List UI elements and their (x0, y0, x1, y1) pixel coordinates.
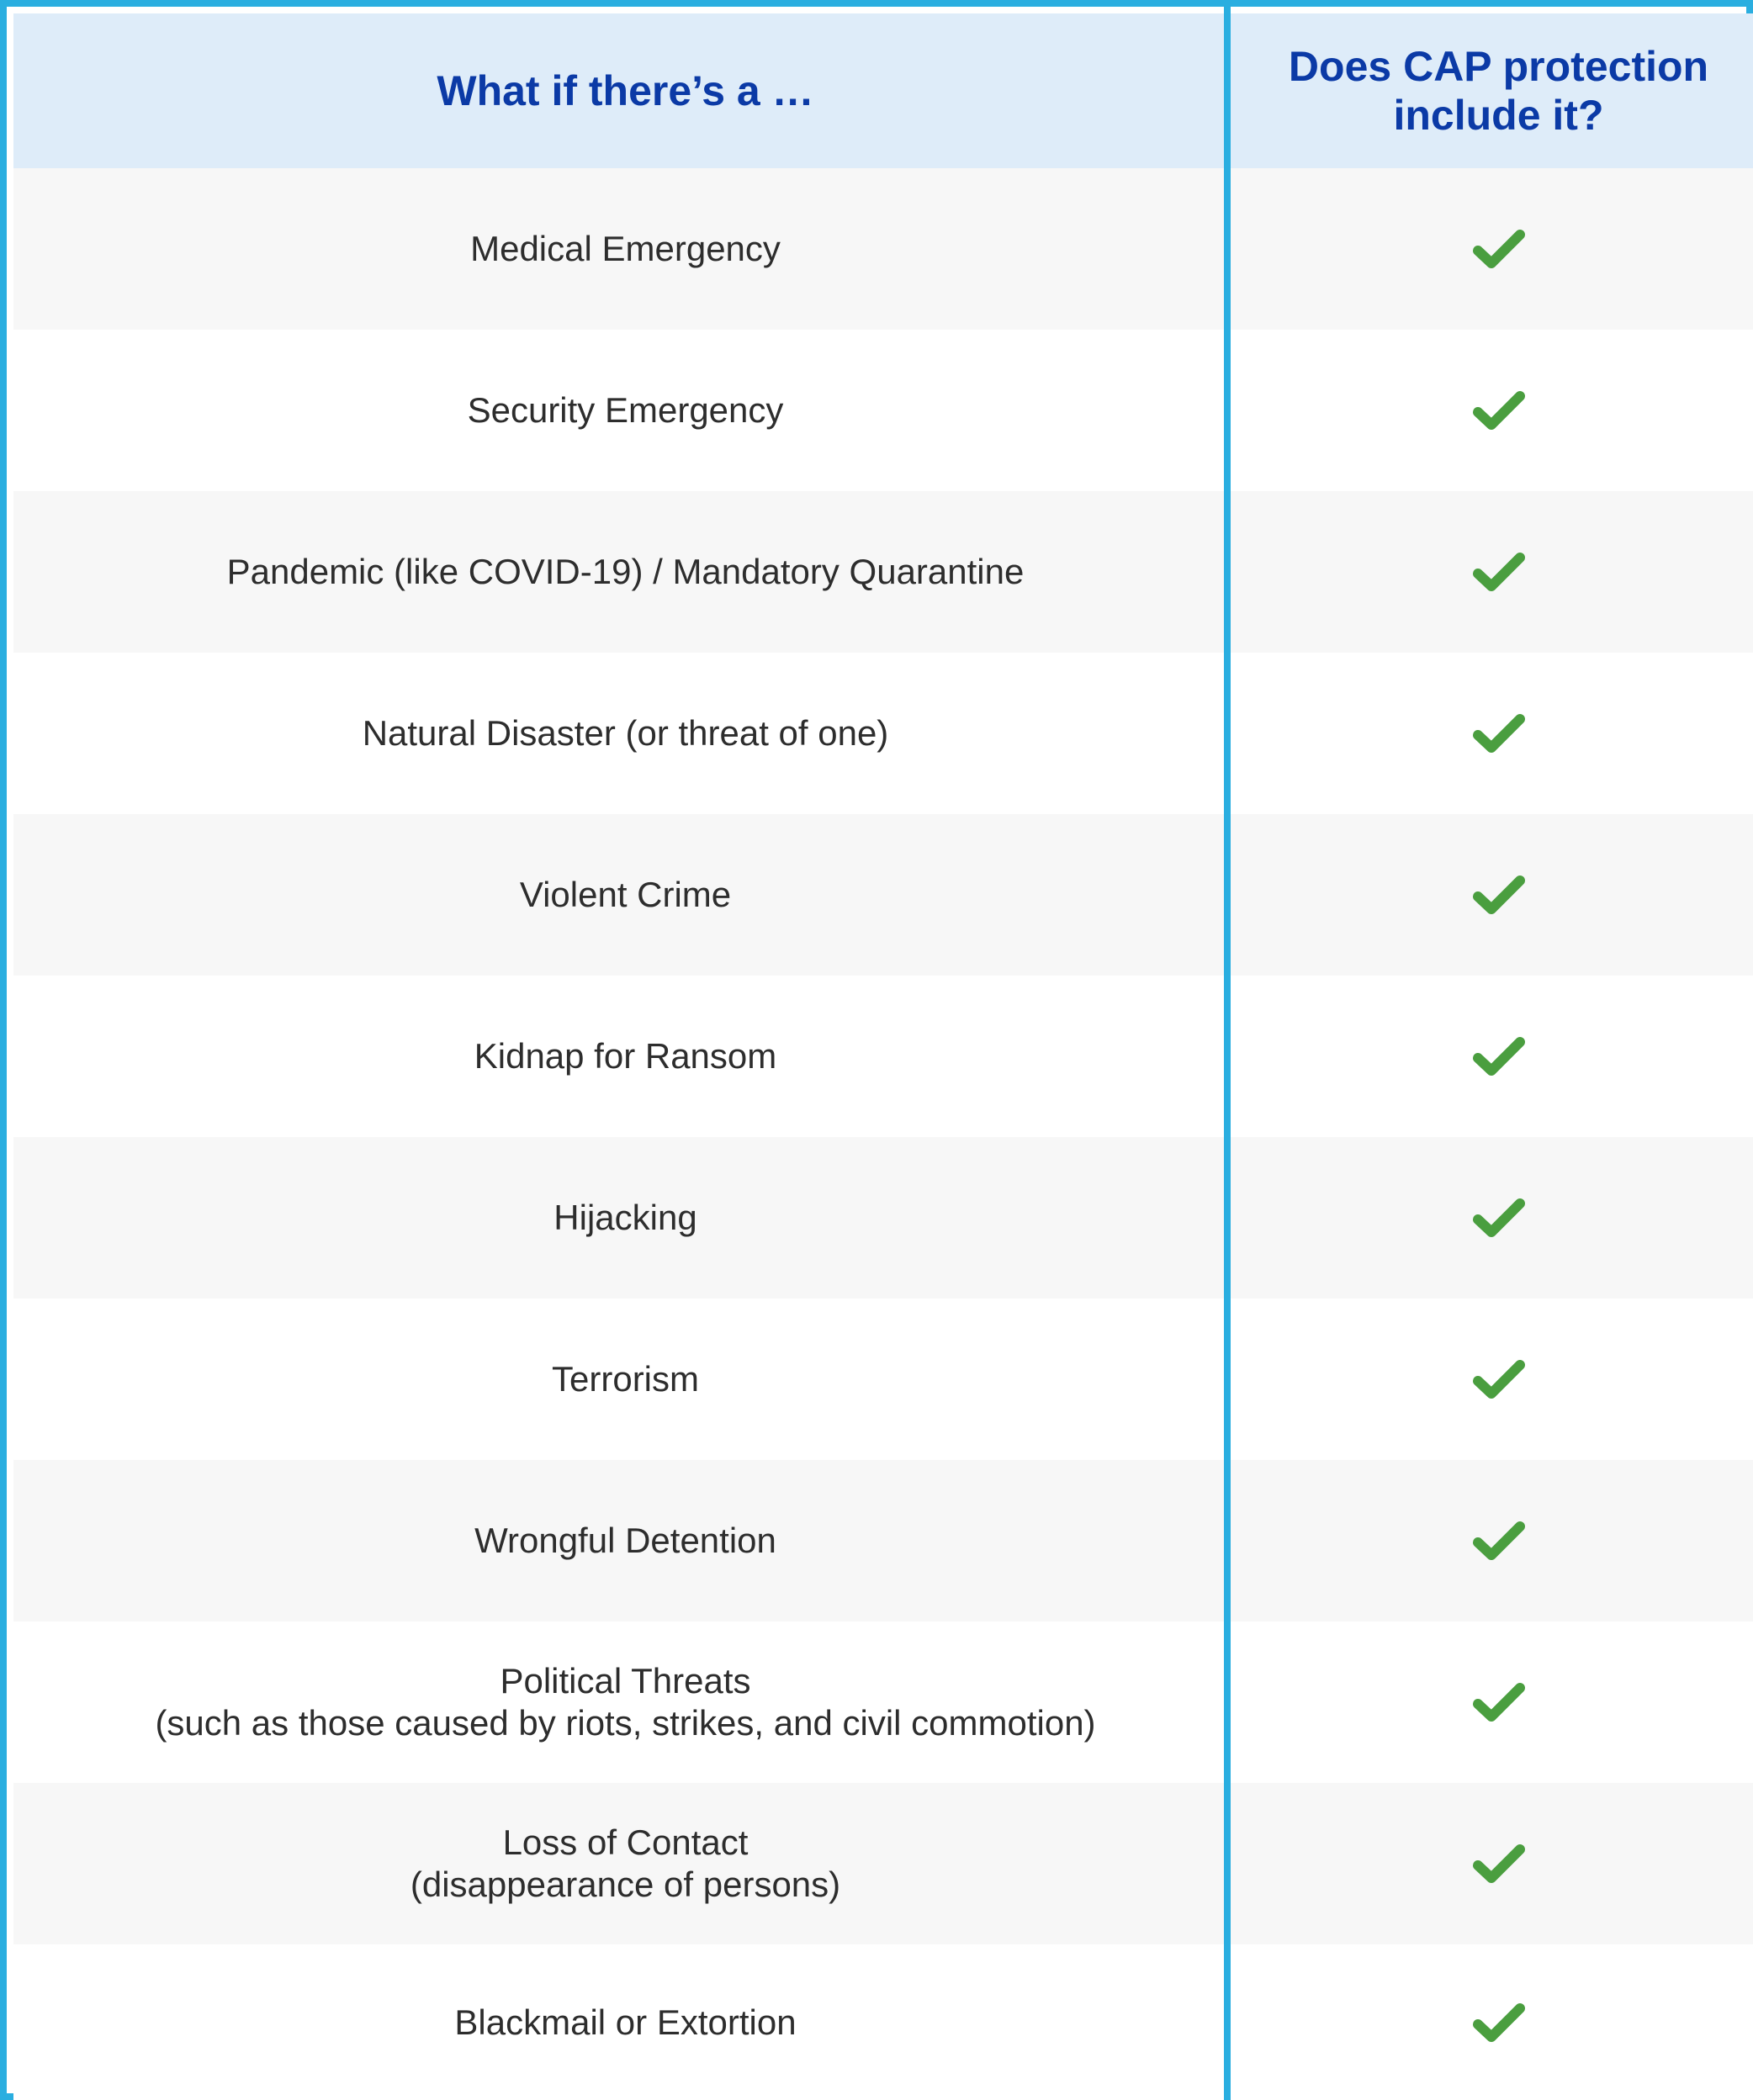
table-row (13, 1137, 1753, 1299)
table-row (13, 1783, 1753, 1944)
table-row (13, 168, 1753, 330)
check-icon (1244, 330, 1753, 491)
table-header (13, 13, 1753, 168)
row-sublabel: (disappearance of persons) (410, 1865, 841, 1904)
row-label: Pandemic (like COVID-19) / Mandatory Quarantine (226, 552, 1025, 591)
row-label: Natural Disaster (or threat of one) (362, 713, 889, 753)
header-situation: What if there’s a … (437, 67, 814, 114)
row-label: Terrorism (552, 1359, 699, 1399)
check-icon (1244, 976, 1753, 1137)
check-icon (1244, 491, 1753, 653)
row-label: Medical Emergency (470, 229, 781, 268)
check-icon (1244, 814, 1753, 976)
check-icon (1244, 168, 1753, 330)
row-label: Wrongful Detention (474, 1521, 776, 1560)
table-row (13, 491, 1753, 653)
table-row (13, 1299, 1753, 1460)
row-label: Blackmail or Extortion (454, 2002, 797, 2042)
check-icon (1244, 1783, 1753, 1944)
check-icon (1244, 1299, 1753, 1460)
check-icon (1244, 1137, 1753, 1299)
table-row (13, 1621, 1753, 1783)
table-row (13, 653, 1753, 814)
check-icon (1244, 1944, 1753, 2100)
row-label: Loss of Contact (502, 1822, 749, 1862)
header-included: Does CAP protection include it? (1288, 43, 1709, 139)
table-row (13, 1460, 1753, 1621)
row-label: Kidnap for Ransom (474, 1036, 777, 1076)
table-row (13, 330, 1753, 491)
table-row (13, 814, 1753, 976)
table-row (13, 976, 1753, 1137)
table-row (13, 1944, 1753, 2100)
check-icon (1244, 1460, 1753, 1621)
column-divider (1224, 0, 1231, 2100)
row-label: Security Emergency (467, 390, 784, 430)
check-icon (1244, 653, 1753, 814)
row-label: Political Threats (500, 1661, 751, 1701)
check-icon (1244, 1621, 1753, 1783)
row-label: Violent Crime (519, 875, 732, 914)
row-label: Hijacking (553, 1198, 697, 1237)
row-sublabel: (such as those caused by riots, strikes, and civil commotion) (155, 1703, 1096, 1743)
